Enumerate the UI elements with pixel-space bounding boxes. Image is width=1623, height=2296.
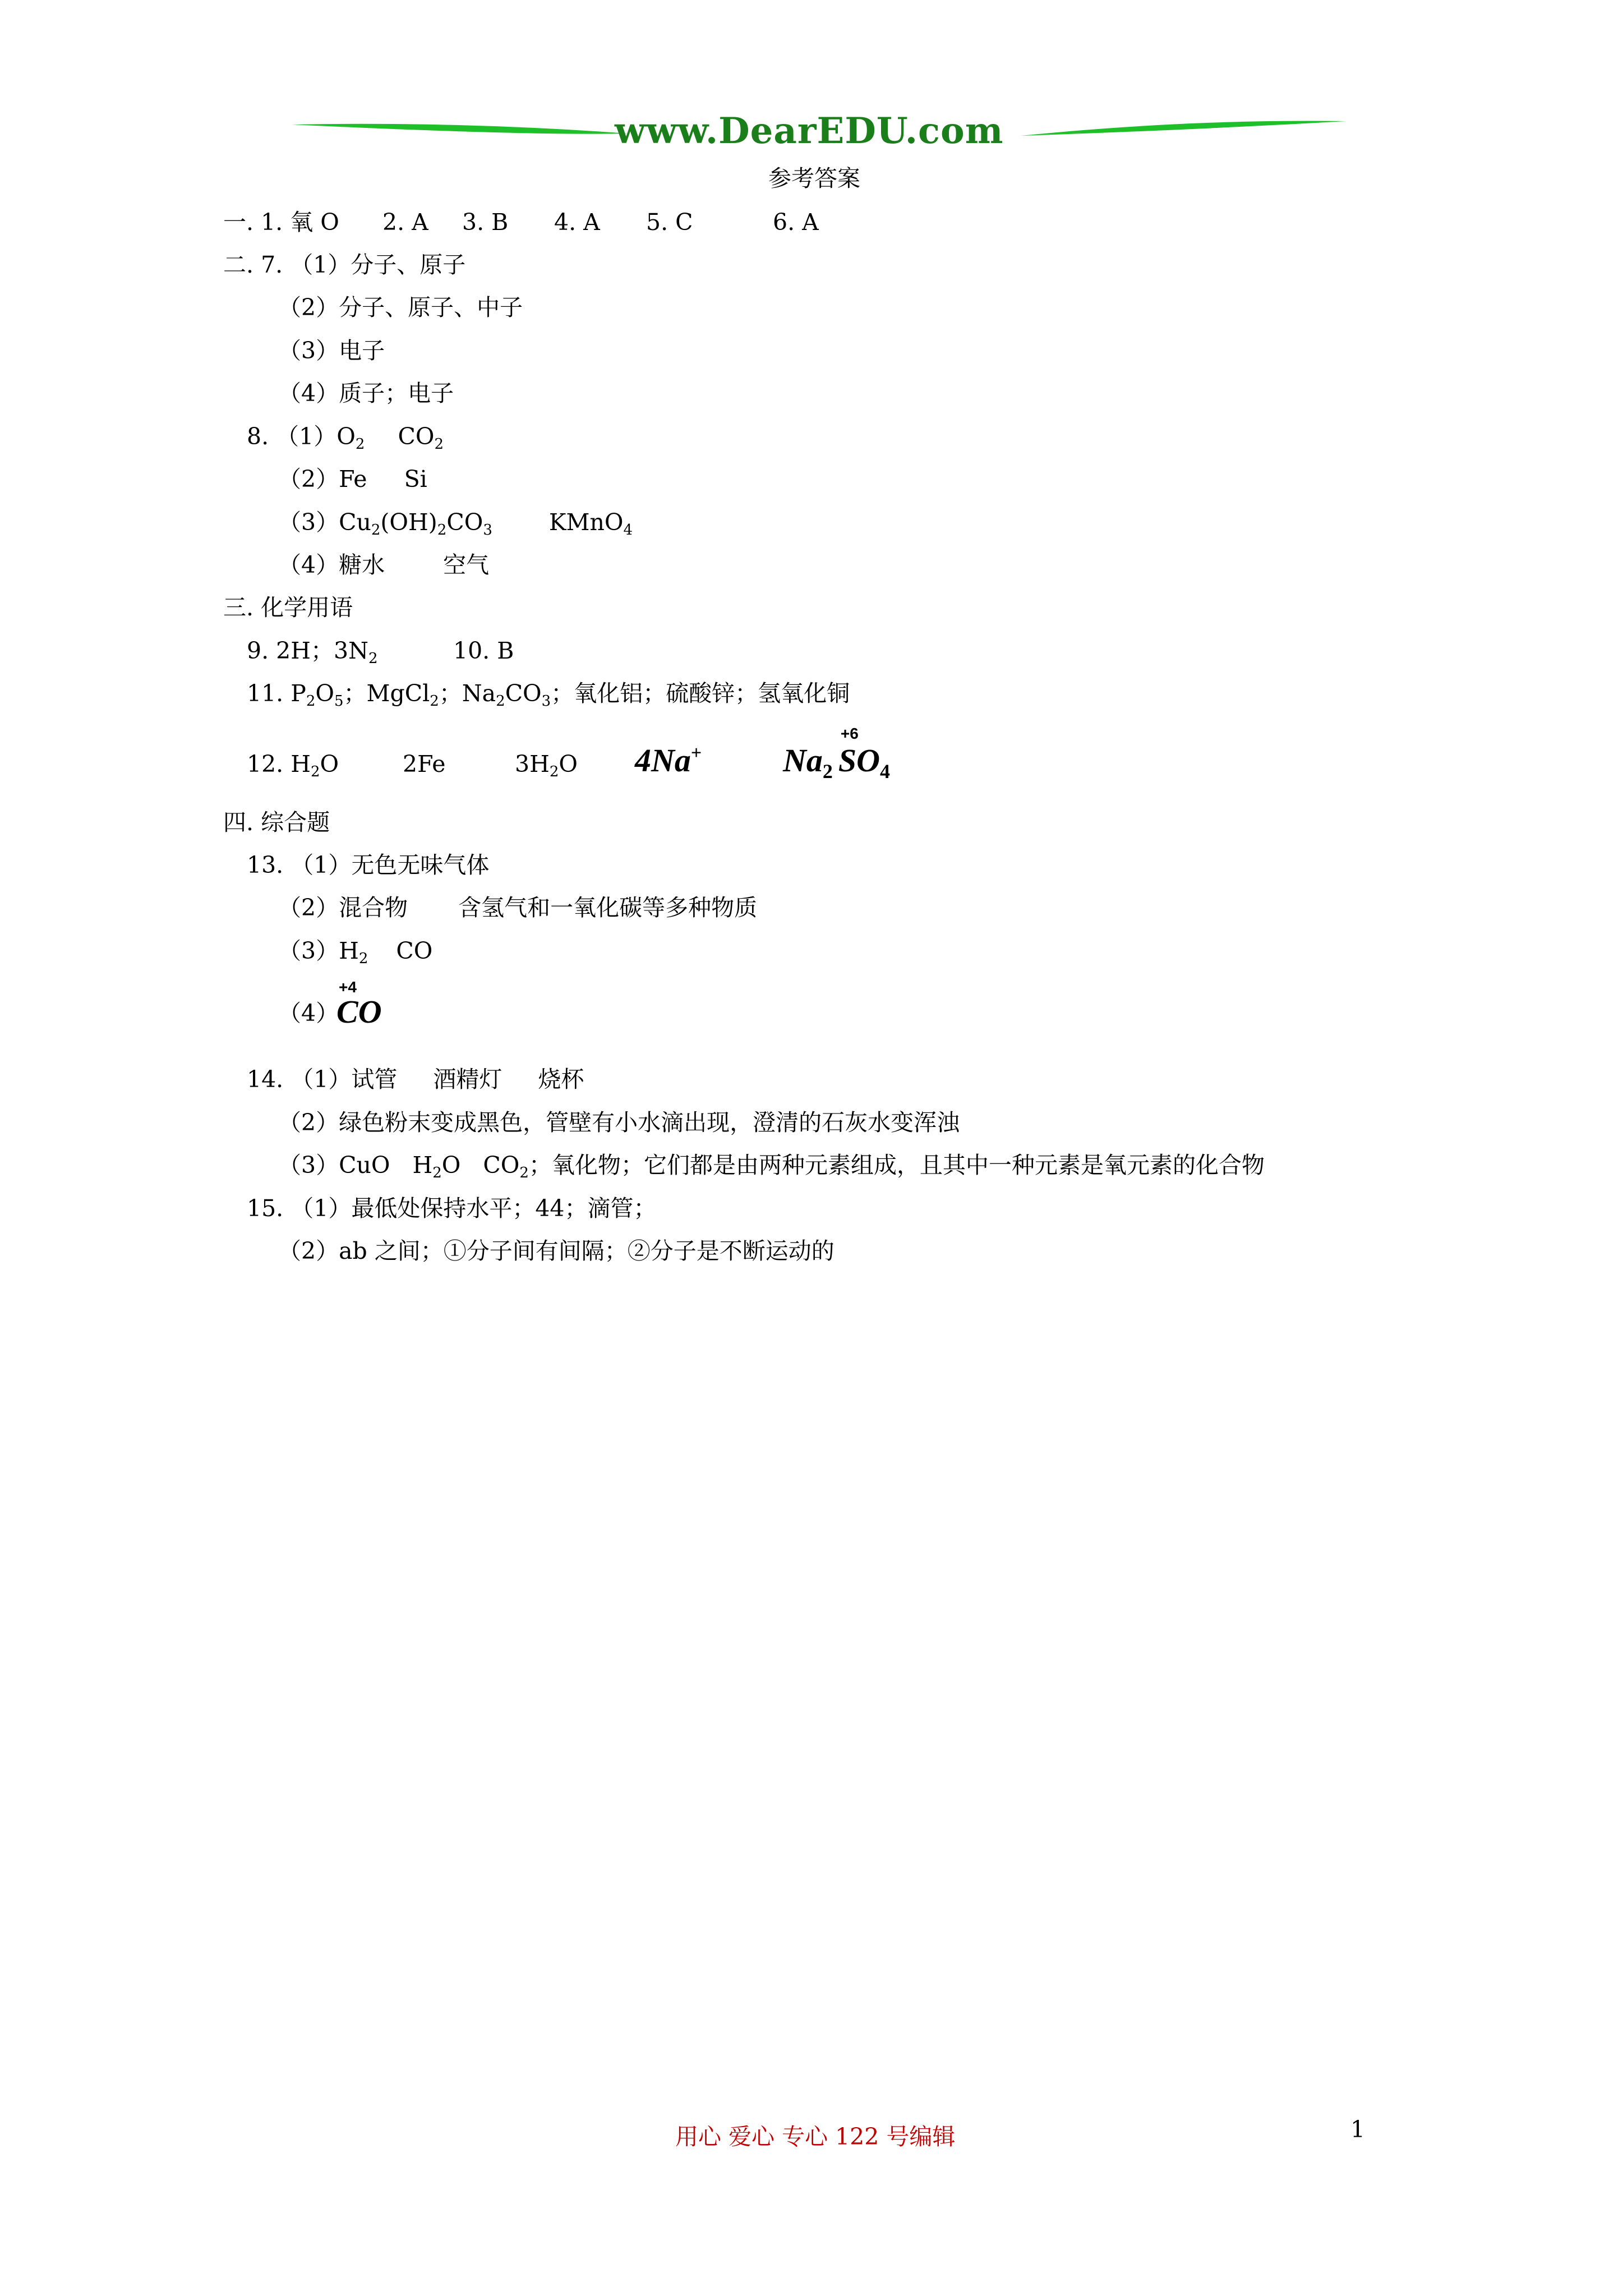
answer-4: 4. A (554, 209, 600, 236)
answer-15-1: 15. （1）最低处保持水平；44；滴管； (247, 1195, 657, 1222)
answer-12-3h2o (515, 751, 578, 780)
subscript: 2 (368, 650, 378, 667)
answer-14-1 (247, 1068, 584, 1091)
t: （4） (278, 1000, 339, 1027)
t: ；Na (439, 680, 496, 707)
t: 酒精灯 (433, 1066, 502, 1093)
subscript: 5 (334, 693, 344, 710)
t: ；氧化铝；硫酸锌；氢氧化铜 (551, 680, 850, 707)
answer-8-4-b: 空气 (443, 551, 490, 578)
answer-13-3 (278, 937, 433, 967)
t: 4Na (635, 742, 691, 779)
t: 3H (515, 751, 550, 777)
answer-8-3-kmno4: KMnO (548, 509, 624, 536)
t: H (412, 1152, 433, 1179)
subscript: 2 (311, 763, 320, 780)
t: 14. （1）试管 (247, 1066, 398, 1093)
t: （2）混合物 (278, 894, 408, 921)
t: ；氧化物；它们都是由两种元素组成，且其中一种元素是氧元素的化合物 (528, 1152, 1265, 1179)
answer-line-1 (223, 211, 339, 234)
t: ；MgCl (343, 680, 430, 707)
answer-12-h2o (247, 751, 339, 780)
logo-text[interactable]: www.DearEDU.com (615, 110, 1004, 152)
answer-8-1-co2: CO (398, 423, 435, 450)
answer-11 (247, 680, 850, 710)
subscript: 2 (549, 763, 559, 780)
subscript: 2 (306, 693, 316, 710)
answer-7-4: （4）质子；电子 (278, 380, 454, 407)
answer-8-1 (247, 423, 444, 453)
t: 12. H (247, 751, 311, 777)
answer-14-2: （2）绿色粉末变成黑色，管壁有小水滴出现，澄清的石灰水变浑浊 (278, 1109, 960, 1136)
t: O (358, 993, 382, 1030)
subscript: 2 (822, 760, 833, 783)
subscript: 3 (483, 522, 492, 539)
t: （3）CuO (278, 1152, 390, 1179)
answer-5: 5. C (646, 209, 693, 236)
subscript: 2 (496, 693, 505, 710)
answer-13-4 (278, 1002, 339, 1025)
answer-8-1-o2: 8. （1）O (247, 423, 356, 450)
answer-10: 10. B (453, 637, 514, 664)
answer-12-na2so4 (783, 725, 891, 783)
section-3-heading: 三. 化学用语 (223, 594, 353, 621)
t: O (441, 1152, 461, 1179)
t: 含氢气和一氧化碳等多种物质 (458, 894, 758, 921)
subscript: 4 (880, 760, 891, 783)
oxidation-state: +4 (339, 978, 357, 996)
answer-7-2: （2）分子、原子、中子 (278, 294, 523, 321)
superscript: + (690, 743, 702, 763)
t: CO (505, 680, 542, 707)
t: C (336, 993, 358, 1030)
answer-7-3: （3）电子 (278, 337, 385, 364)
answer-9 (247, 637, 378, 667)
answer-13-2 (278, 896, 757, 919)
answer-8-4-a: （4）糖水 (278, 551, 385, 578)
answer-1: 一. 1. 氧 O (223, 209, 339, 236)
t: O (315, 680, 334, 707)
subscript: 3 (541, 693, 551, 710)
answer-8-3 (278, 509, 633, 539)
t: CO (396, 937, 433, 964)
answer-8-3-co: CO (446, 509, 483, 536)
page-number: 1 (1350, 2116, 1366, 2143)
subscript: 2 (519, 1165, 529, 1181)
subscript: 2 (355, 436, 365, 453)
t: CO (483, 1152, 520, 1179)
answer-8-2-fe: （2）Fe (278, 466, 367, 493)
answer-8-3-cu: （3）Cu (278, 509, 371, 536)
answer-3: 3. B (462, 209, 509, 236)
t: O (856, 742, 880, 779)
answer-8-2-si: Si (404, 466, 427, 493)
t: 11. P (247, 680, 306, 707)
t: O (320, 751, 339, 777)
answer-15-2: （2）ab 之间；①分子间有间隔；②分子是不断运动的 (278, 1237, 834, 1264)
answer-8-3-oh: (OH) (380, 509, 437, 536)
subscript: 2 (430, 693, 439, 710)
section-4-heading: 四. 综合题 (223, 809, 330, 836)
t: O (559, 751, 578, 777)
answer-8-2 (278, 468, 427, 491)
answer-14-3 (278, 1152, 1265, 1181)
subscript: 2 (437, 522, 447, 539)
answer-8-4 (278, 551, 490, 578)
page-title: 参考答案 (768, 165, 860, 192)
answer-9-text: 9. 2H；3N (247, 637, 368, 664)
subscript: 2 (432, 1165, 442, 1181)
answer-13-1: 13. （1）无色无味气体 (247, 852, 490, 878)
oxidation-state: +6 (840, 725, 859, 742)
t: 烧杯 (538, 1066, 584, 1093)
subscript: 4 (623, 522, 633, 539)
answer-12-2fe: 2Fe (403, 751, 446, 777)
t: S (838, 742, 857, 779)
subscript: 2 (371, 522, 381, 539)
t: （3）H (278, 937, 359, 964)
t: Na (783, 742, 823, 779)
answer-2: 2. A (382, 209, 428, 236)
answer-6: 6. A (773, 209, 819, 236)
subscript: 2 (358, 950, 368, 967)
answer-7-1: 二. 7. （1）分子、原子 (223, 251, 466, 278)
answer-12-4na (635, 742, 702, 779)
subscript: 2 (434, 436, 444, 453)
footer-text: 用心 爱心 专心 122 号编辑 (675, 2123, 956, 2150)
answer-13-4-co (336, 978, 382, 1030)
